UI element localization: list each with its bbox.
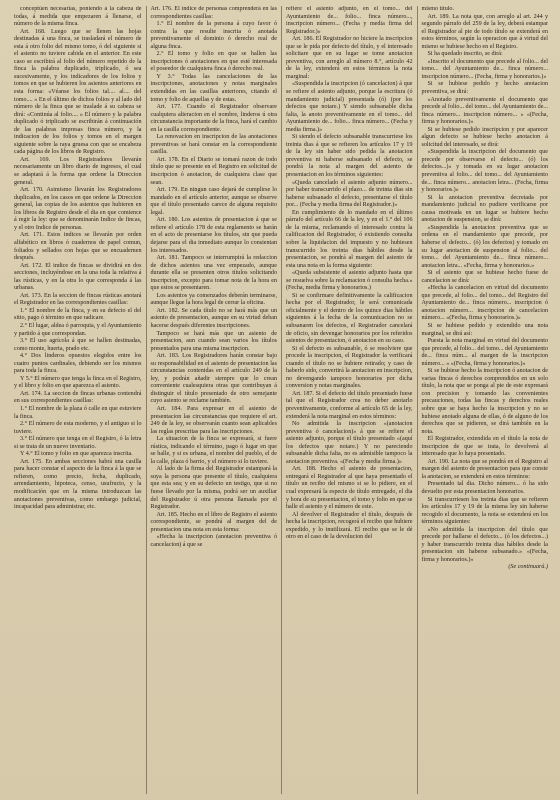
paragraph: Art. 187. Si el defecto del título presentado fuese tal que el Registrador crea no deber anotarlo preventivamente, conforme al artículo 65 de la ley, extenderá la nota marginal en estos términos: [286, 390, 413, 420]
paragraph: 2.° El número de esta moderno, y el antiguo si lo tuviere. [14, 421, 142, 435]
paragraph: «Inscrito el documento que precede al folio... del tomo... del Ayuntamiento de... finca número... inscripcion número... (Fecha, firma y honorarios.)» [421, 58, 548, 80]
paragraph: Si se hubiese pedido y hecho anotacion preventiva, se dirá: [421, 81, 548, 96]
column-4 [417, 6, 553, 794]
paragraph: Si siendo el defecto subsanable transcurriese los treinta dias á que se refieren los artículos 17 y 19 de la ley sin haber sido pedida la anotacion preventiva ni haberse subsanado el defecto, se pondrá la nota al margen del asiento de presentacion en los términos siguientes: [286, 134, 413, 179]
paragraph: 1.° El nombre de la plaza ó calle en que estuviere la finca. [14, 405, 142, 420]
paragraph: 2.° El lugar, aldea ó parroquia, y el Ayuntamiento y partido á que correspondan. [14, 322, 142, 337]
paragraph: «Suspendida la anotacion preventiva que se ordena en el mandamiento que precede, por haberse el defecto... (ó) los defectos) y tomado en su lugar anotacion de suspension al folio... del tomo... del Ayuntamiento de... finca número... anotacion letra... «Fecha, firma y honorarios.» [421, 224, 548, 269]
paragraph: Art. 175. En ambas secciones habrá una casilla para hacer constar el aspecto de la finca á la que se refieren, como precio, fecha, duplicado, arrendamiento, hipoteca, censo, usufructo, y la modificación que en la misma introduzcan las anotaciones preventivas, como embargo judicial, incapacidad para administrar, etc. [14, 458, 142, 511]
paragraph: Si se confirmare definitivamente la calificacion hecha por el Registrador, le será comunicada oficialmente y el dentro de los quince dias hábiles siguientes á la fecha de la comunicacion no se subsanaren los defectos, el Registrador cancelará de oficio, sin devengar honorarios por los referidos asientos de presentacion, ó anotacion en su caso. [286, 292, 413, 345]
paragraph: La situacion de la finca se expresará, si fuere rústica, indicando el término, pago ó lugar en que se halle, y si es urbana, el nombre del pueblo, el de la calle, plaza ó barrio, y el número si lo tuviere. [150, 436, 277, 465]
paragraph: En cumplimiento de lo mandado en el último párrafo del artículo 66 de la ley, y en el 1.° del 106 de la misma, reclamando el interesado contra la calificacion del Registrador, ó existiendo consulta sobre la liquidacion del impuesto y no hubiesen transcurrido los treinta dias hábiles desde la presentacion, se pondrá al margen del asiento de esta una nota en la forma siguiente: [286, 209, 413, 269]
paragraph: Los asientos ya comenzados deberán terminarse, aunque llegue la hora legal de cerrar la oficina. [150, 292, 277, 307]
paragraph: «Hecha la cancelacion en virtud del documento que precede, al folio... del tomo... del Registro del Ayuntamiento de... finca número... inscripcion ó anotacion número... inscripcion de cancelacion número... «(Fecha, firma y honorarios.)» [421, 285, 548, 322]
paragraph: Art. 185. Hecho en el libro de Registro el asiento correspondiente, se pondrá al margen del de presentacion una nota en esta forma: [150, 511, 277, 533]
paragraph: Y 3.° Todas las cancelaciones de las inscripciones, anotaciones y notas marginales extendidas en las casillas anteriores, citando el tomo y folio de aquellas y de estas. [150, 73, 277, 103]
paragraph: Art. 179. En ningun caso dejará de cumplirse lo mandado en el artículo anterior, aunque se observe que el título presentado carece de alguna requisito legal. [150, 187, 277, 216]
paragraph: Si la anotacion preventiva decretada por mandamiento judicial no pudiere verificarse por causa motivada en un lugar se hubiere hecho anotacion de suspension, se dirá: [421, 194, 548, 224]
paragraph: Si ha quedado inscrito, se dirá: [427, 51, 503, 58]
paragraph: «Suspendida la inscripcion del documento que precede por observarse el defecto... (ó) los defectos...)» y tomada en su lugar anotacion preventiva al folio... del tomo... del Ayuntamiento de... finca número... anotacion letra... (Fecha, firma y honorarios.)» [421, 149, 548, 194]
paragraph: «Anotado preventivamente el documento que precede al folio... del tomo... del Ayuntamiento de... finca número... inscripcion número... » «(Fecha, firma y honorarios.)» [421, 96, 548, 126]
paragraph: Si se hubiese pedido y extendido una nota marginal, se dirá así: [421, 322, 548, 337]
paragraph: «No admitida la inscripcion del título que precede por hallarse el defecto... (ó los defectos...) y haber transcurrido treinta dias hábiles desde la presentacion sin haberse subsanado.» «(Fecha, firma y honorarios.)» [421, 526, 548, 563]
paragraph: refiere el asiento adjunto, en el tomo... del Ayuntamiento de... folio... finca número..., inscripcion número... (Fecha y media firma del Registrador.)» [286, 6, 413, 35]
paragraph: «Suspendida la inscripcion (ó cancelacion) á que se refiere el asiento adjunto, porque la escritura (ó mandamiento judicial) presentada (ó) (por los defectos que notare.) Y siendo subsanable dicha falta, la anoto preventivamente en el tomo... del Ayuntamiento de... folio... finca número... (Fecha y media firma.)» [286, 81, 413, 133]
paragraph: Art. 190. La nota que se pondrá en el Registro al margen del asiento de presentacion para que conste la anotacion, se extenderá en estos términos: [421, 458, 548, 480]
paragraph: Art. 169. Los Registradores llevarán necesariamente un libro diario de ingresos, el cual se adaptará á la forma que ordene la Direccion general. [14, 156, 142, 186]
paragraph: 1.° El nombre de la finca, y en su defecto el del sitio, pago ó término en que radicare. [14, 307, 142, 322]
paragraph: «Queda subsistente el asiento adjunto hasta que se resuelva sobre la reclamacion ó consulta hecha.» (Fecha, media firma y honorarios.) [286, 270, 413, 292]
paragraph: Art. 180. Los asientos de presentacion á que se refiere el artículo 178 de esta reglamento se harán en el acto de presentarse los títulos, sin que pueda dejarse para el dia inmediato aunque lo consientan los interesados. [150, 217, 277, 254]
paragraph: Art. 186. El Registrador no hiciere la inscripcion que se le pida por defecto del título, y el interesado solicitare que en su lugar se tome anotacion preventiva, con arreglo al número 8.°, artículo 42 de la ley, extenderá en estos términos la nota marginal: [286, 36, 413, 80]
paragraph: No admitida la inscripcion «(anotacion preventiva ó cancelacion)» á que se refiere el asiento adjunto, porque el título presentado «(aquí los defectos que notare.) Y no pareciendo subsanable dicha falta, no es admisible tampoco la anotacion preventiva. «(Fecha y media firma.)» [286, 421, 413, 465]
paragraph: Art. 173. En la seccion de fincas rústicas anotará el Registrador en las correspondientes casillas: [14, 292, 142, 307]
paragraph: Art. 172. El indice de fincas se dividirá en dos secciones, incluyéndose en la una toda la relativa á las rústicas, y en la otra lo que corresponda á las urbanas. [14, 262, 142, 292]
paragraph: Art. 178. En el Diario se tomará razon de todo título que se presente en el Registro en solicitud de inscripcion ó anotacion, de cualquiera clase que sean. [150, 156, 277, 186]
paragraph: Si el asiento que se hubiese hecho fuese de cancelacion se dirá: [421, 270, 548, 284]
paragraph: Si transcurriesen los treinta dias que se refieren los artículos 17 y 19 de la misma ley sin haberse recogido el documento, la nota se extenderá en los términos siguientes: [421, 496, 548, 526]
paragraph: Art. 177. Cuando el Registrador observare cualquiera alteracion en el nombre, linderos ú otra circunstancia importante de la finca, hará el cambio en la casilla correspondiente. [150, 104, 277, 133]
column-1 [10, 6, 146, 794]
paragraph: Puesta la nota marginal en virtud del documento que precede, al folio... del tomo... del Ayuntamiento de... finca núm... al margen de la inscripcion número... » «(Fecha, firma y honorarios.)» [421, 338, 548, 367]
paragraph: Art. 182. Se cada título no se hará más que un asiento de presentacion, aunque en su virtud deban hacerse después diferentes inscripciones. [150, 307, 277, 329]
paragraph: 3.° El uso agrícola á que se hallen destinadas, como monte, huerta, prado etc. [14, 338, 142, 352]
paragraph: Art. 183. Los Registradores harán constar bajo su responsabilidad en el asiento de presentacion las circunstancias contenidas en el artículo 249 de la ley, y podrán añadir siempre que lo crean conveniente cualesquiera otras que contribuyan á distinguir el título presentado de otro semejante cuyo asiento se reclame también. [150, 353, 277, 405]
paragraph: Si se hubiese pedido inscripcion y por aparecer algun defecto se hubiese hecho anotacion á solicitud del interesado, se dirá: [421, 126, 548, 148]
paragraph: 3.° El número que tenga en el Registro, ó la letra si se trata de un nuevo inventario. [14, 436, 142, 450]
paragraph: Y 4.° El tomo y folio en que aparezca inscrita. [20, 451, 133, 458]
paragraph: Tampoco se hará más que un asiento de presentacion, aun cuando sean varios los títulos presentados para una misma inscripcion. [150, 330, 277, 352]
paragraph: Art. 168. Luego que se llenen las hojas destinadas á una finca, se trasladará el número de esta á otro folio del mismo tomo, ó del siguiente si el asiento no tuviere cabida en el anterior. En este caso se escribirá al folio del número repetido de la finca la palabra duplicado, triplicado, ó sea sucesivamente, y los indicadores de los folios y tomos en que se hubieren los asientos anteriores en esta forma: «Véanse los folios tal.... al.... del tomo.... » En el último de dichos folios y al lado del número de la finca que se traslade á su cabeza se dirá: «Continúa al folio.... » El número y la palabra duplicado ó triplicado se escribirán á continuación de las palabras impresas finca número, y la indicacion de los folios y tomos en el margen siguiente sobre la raya gruesa con que se encabeza cada página de los libros de Registro. [14, 28, 142, 156]
paragraph: Art. 171. Estos indices se llevarán por orden alfabético en libros ó cuadernos de papel comun, foliados y sellados con hojas que se encuadernen después. [14, 232, 142, 262]
paragraph: Y 5.° El número que tenga la finca en el Registro, y el libro y folio en que aparezca el asiento. [14, 375, 142, 390]
text-columns [10, 6, 552, 794]
paragraph: Al lado de la firma del Registrador estampará la suya la persona que presente el título, cualquiera que esta sea; y en su defecto un testigo, que si no fuese llevado por la misma, podrá ser un auxiliar del Registrador ú otra persona llamada por el Registrador. [150, 466, 277, 511]
column-2 [146, 6, 282, 794]
paragraph: Art. 184. Para expresar en el asiento de presentacion las circunstancias que requiere el art. 249 de la ley, se observarán cuanto sean aplicables las reglas prescritas para las inscripciones. [150, 405, 277, 435]
paragraph: Al devolver el Registrador el título, después de hecha la inscripcion, recogerá el recibo que hubiere expedido, y lo inutilizará. El recibo que se le dé otro en el caso de la devolucion del [286, 511, 413, 541]
paragraph: Presentado tal dia. Dicho número... ó ha sido devuelto por esta presentacion honorarios. [421, 481, 548, 495]
paragraph: Art. 176. El índice de personas comprenderá en las correspondientes casillas: [150, 6, 277, 20]
paragraph: Si se hubiese hecho la inscripcion ó anotacion de varias fincas ó derechos comprendidos en un solo título, la nota que se ponga al pie de este expresará con precision y tomando las convenientes precauciones, todas las fincas y derechos reales sobre que se haya hecho la inscripcion y no se hubiese anotado alguna de ellas, ó de alguno de los derechos que se pidieren, se dirá también en la nota. [421, 368, 548, 435]
continuation-note: (Se continuará.) [508, 564, 548, 571]
paragraph: La renovacion en inscripcion de las anotaciones preventivas se hará constar en la correspondiente casilla. [150, 134, 277, 156]
paragraph: «Queda cancelado el asiento adjunto número... por haber transcurrido el plazo... de treinta dias sin haberse subsanado el defecto, presentarse el título por... (Fecha y media firma del Registrador.)» [286, 179, 413, 209]
paragraph: Art. 189. La nota que, con arreglo al art. 244 y segundo párrafo del 259 de la ley, deberá estampar el Registrador al pie de todo título se extenderá en estos términos, según la operacion que á virtud del mismo se hubiese hecho en el Registro. [421, 13, 548, 50]
paragraph: conceptúen necesarias, poniendo á la cabeza de todas, á medida que empezaren á llenarse, el número de la misma finca. [14, 6, 142, 28]
paragraph: Art. 188. Hecho el asiento de presentacion, entregará el Registrador al que haya presentado el título un recibo del mismo si se lo pidiere, en el cual expresará la especie de título entregado, el dia y hora de su presentacion, el tomo y folio en que se halle el asiento y el número de este. [286, 466, 413, 511]
paragraph: Art. 170. Asimismo llevarán los Registradores duplicados, en los casos en que ordene la Direccion general, las copias de los asientos que hubieren en los libros de Registro desde el dia en que comience á regir la ley: que se denominarán Indice de fincas, y el otro Indice de personas. [14, 187, 142, 231]
column-3 [281, 6, 417, 794]
paragraph: Si el defecto es subsanable, ó se resolviere que procede la inscripcion, el Registrador la verificará cuando el título no se hubiere retirado; y caso de haberlo sido, convertirá la anotacion en inscripcion, no devengando tampoco honorarios por dicha conversion y notas marginales. [286, 345, 413, 390]
paragraph: «Hecha la inscripcion (anotacion preventiva ó cancelacion) á que se [150, 534, 277, 548]
paragraph: mismo título. [421, 6, 455, 12]
paragraph: El Registrador, extendida en el título la nota de inscripcion de que se trata, lo devolverá al interesado que lo haya presentado. [421, 436, 548, 458]
paragraph: 4.° Dos linderos opuestos elegidos entre los cuatro puntos cardinales, debiendo ser los mismos para toda la finca. [14, 353, 142, 375]
paragraph: 2.° El tomo y folio en que se hallen las inscripciones ó anotaciones en que esté interesada el poseedor de cualquiera finca ó derecho real. [150, 51, 277, 73]
paragraph: Art. 181. Tampoco se interrumpirá la redaccion de dichos asientos una vez empezado, aunque durante ella se presenten otros títulos solicitando inscripcion, excepto para tomar nota de la hora en que estos se presentaren. [150, 255, 277, 292]
paragraph: 1.° El nombre de la persona á cuyo favor ó contra la que resulte inscrita ó anotada preventivamente el dominio ó derecho real de alguna finca. [150, 21, 277, 50]
paragraph: Art. 174. La seccion de fincas urbanas contendrá en sus correspondientes casillas: [14, 390, 142, 405]
